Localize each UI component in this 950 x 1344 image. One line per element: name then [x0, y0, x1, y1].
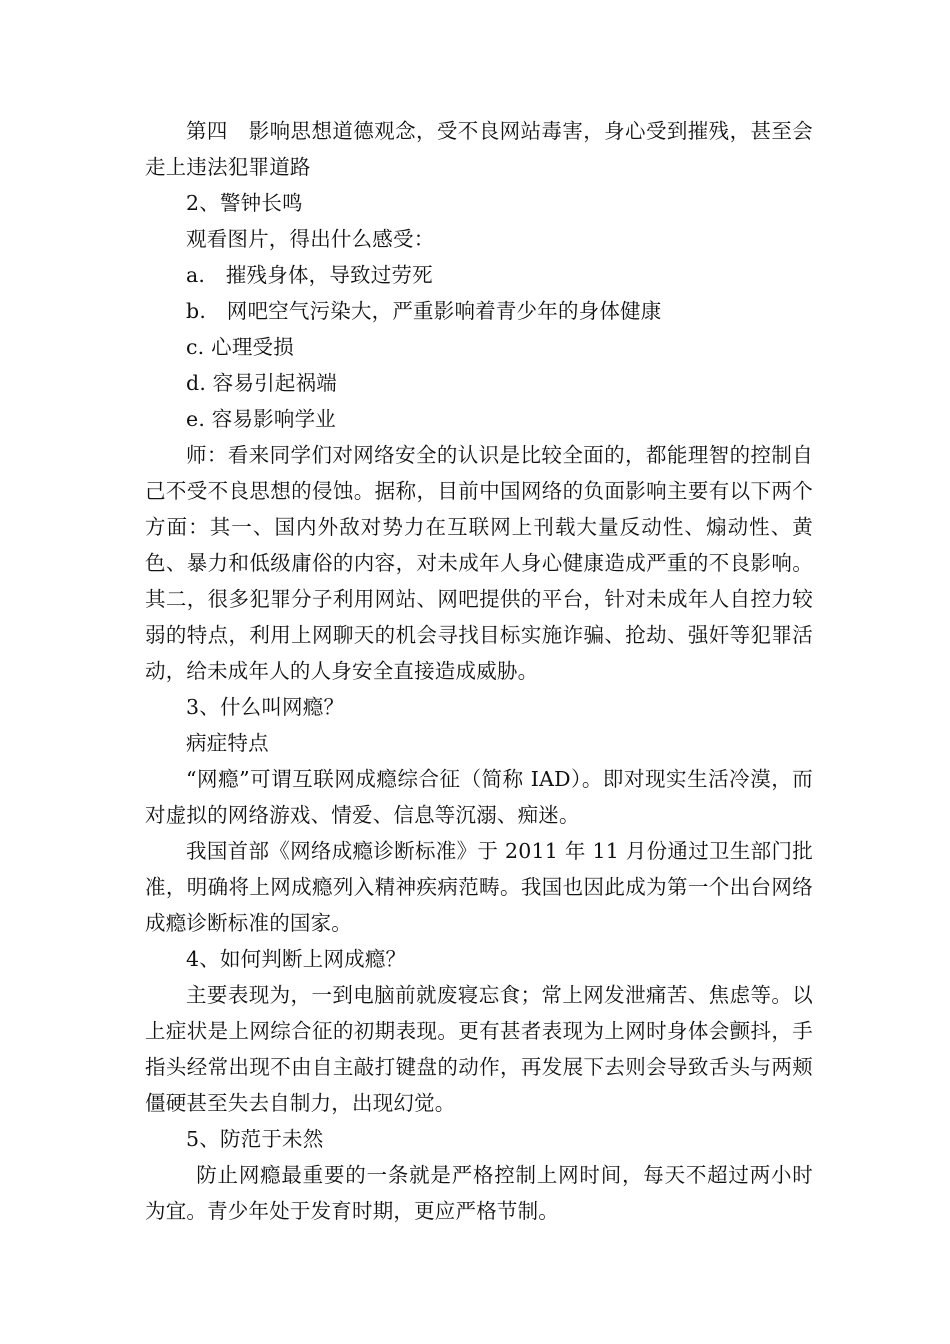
- paragraph-teacher-summary: 师：看来同学们对网络安全的认识是比较全面的，都能理智的控制自己不受不良思想的侵蚀。据称，目前中国网络的负面影响主要有以下两个方面：其一、国内外敌对势力在互联网上刊载大量反动性、煽动性、黄色、暴力和低级庸俗的内容，对未成年人身心健康造成严重的不良影响。其二，很多犯罪分子利用网站、网吧提供的平台，针对未成年人自控力较弱的特点，利用上网聊天的机会寻找目标实施诈骗、抢劫、强奸等犯罪活动，给未成年人的人身安全直接造成威胁。: [145, 443, 813, 683]
- paragraph-prevention-advice: 防止网瘾最重要的一条就是严格控制上网时间，每天不超过两小时为宜。青少年处于发育时期，更应严格节制。: [145, 1163, 813, 1223]
- heading-how-to-judge: 4、如何判断上网成瘾？: [186, 947, 407, 971]
- paragraph-main-symptoms: 主要表现为，一到电脑前就废寝忘食；常上网发泄痛苦、焦虑等。以上症状是上网综合征的初期表现。更有甚者表现为上网时身体会颤抖，手指头经常出现不由自主敲打键盘的动作，再发展下去则会导致舌头与两颊僵硬甚至失去自制力，出现幻觉。: [145, 983, 813, 1115]
- list-item-d: d. 容易引起祸端: [186, 371, 337, 395]
- paragraph-moral-impact: 第四 影响思想道德观念，受不良网站毒害，身心受到摧残，甚至会走上违法犯罪道路: [145, 119, 813, 179]
- list-item-a: a. 摧残身体，导致过劳死: [186, 263, 433, 287]
- document-page: [145, 113, 813, 1229]
- paragraph-diagnosis-standard: 我国首部《网络成瘾诊断标准》于 2011 年 11 月份通过卫生部门批准，明确将上网成瘾列入精神疾病范畴。我国也因此成为第一个出台网络成瘾诊断标准的国家。: [145, 839, 813, 935]
- paragraph-iad-definition: “网瘾”可谓互联网成瘾综合征（简称 IAD）。即对现实生活冷漠，而对虚拟的网络游戏、情爱、信息等沉溺、痴迷。: [145, 767, 813, 827]
- list-item-b: b. 网吧空气污染大，严重影响着青少年的身体健康: [186, 299, 662, 323]
- list-item-e: e. 容易影响学业: [186, 407, 336, 431]
- subheading-symptoms: 病症特点: [186, 731, 269, 755]
- list-item-c: c. 心理受损: [186, 335, 294, 359]
- heading-warning-bell: 2、警钟长鸣: [186, 191, 303, 215]
- heading-what-is-internet-addiction: 3、什么叫网瘾？: [186, 695, 345, 719]
- heading-prevention: 5、防范于未然: [186, 1127, 324, 1151]
- paragraph-view-pictures: 观看图片，得出什么感受：: [186, 227, 435, 251]
